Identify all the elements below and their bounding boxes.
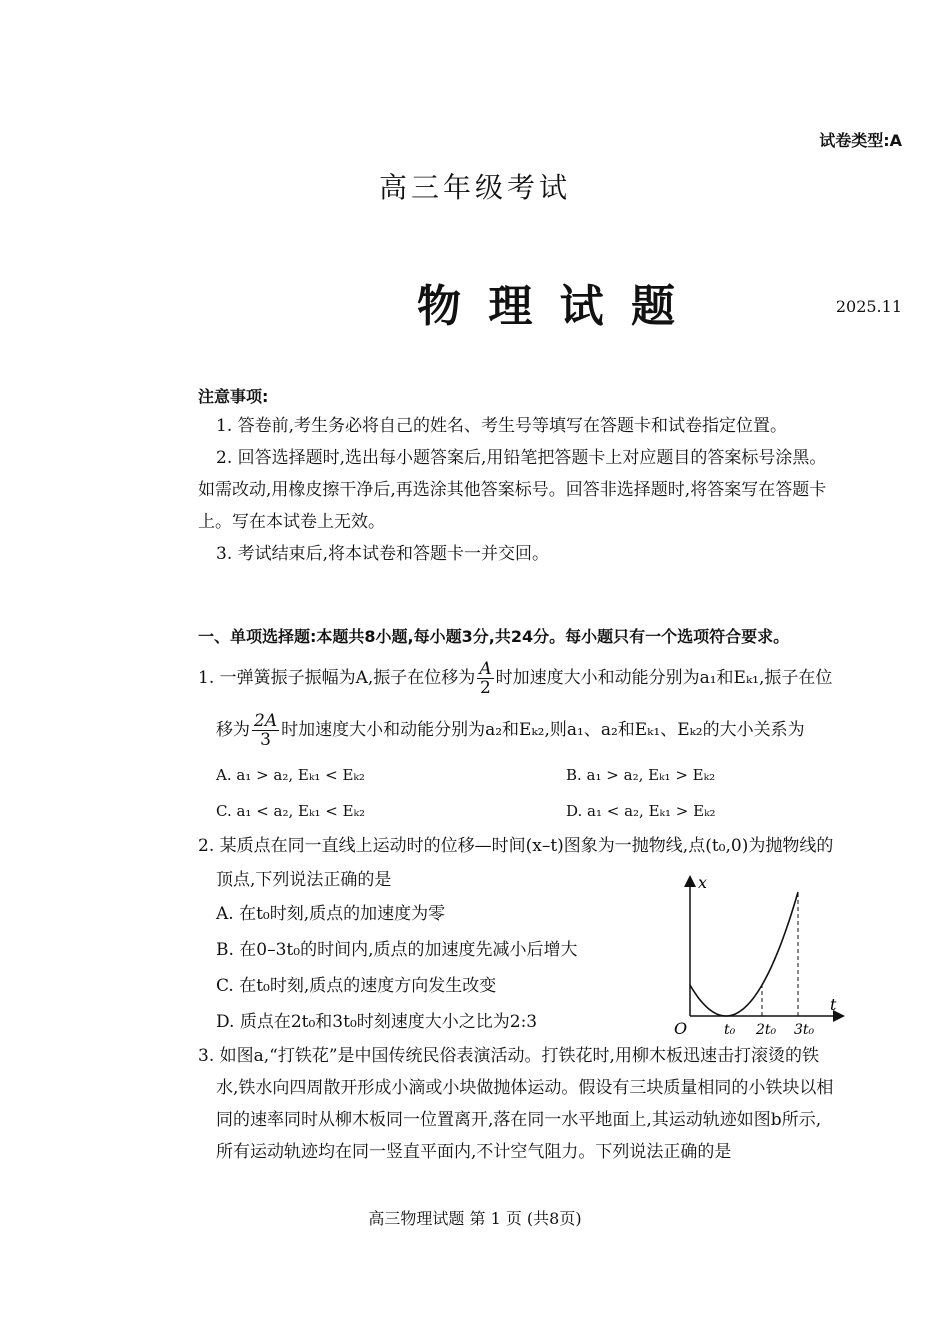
notice-item-2-cont: 如需改动,用橡皮擦干净后,再选涂其他答案标号。回答非选择题时,将答案写在答题卡 <box>198 480 827 500</box>
q1-fraction-2 <box>252 712 279 749</box>
q1-option-c: C. a₁ < a₂, Eₖ₁ < Eₖ₂ <box>216 802 366 820</box>
exam-date: 2025.11 <box>835 297 902 316</box>
parabola-curve <box>690 892 798 1016</box>
q2-line1: 2. 某质点在同一直线上运动时的位移—时间(x–t)图象为一抛物线,点(t₀,0)为抛物线的 <box>198 836 834 856</box>
q2-option-d: D. 质点在2t₀和3t₀时刻速度大小之比为2:3 <box>216 1012 538 1032</box>
q2-option-c: C. 在t₀时刻,质点的速度方向发生改变 <box>216 976 497 996</box>
q1-line1-pre: 1. 一弹簧振子振幅为A,振子在位移为 <box>198 668 476 688</box>
x-axis-label: t <box>830 995 837 1014</box>
q3-line3: 同的速率同时从柳木板同一位置离开,落在同一水平地面上,其运动轨迹如图b所示, <box>216 1110 822 1130</box>
exam-title: 高三年级考试 <box>378 171 571 204</box>
origin-label: O <box>674 1019 688 1038</box>
page-footer: 高三物理试题 第 1 页 (共8页) <box>368 1209 582 1228</box>
q1-option-a: A. a₁ > a₂, Eₖ₁ < Eₖ₂ <box>216 766 365 784</box>
q3-line1: 3. 如图a,“打铁花”是中国传统民俗表演活动。打铁花时,用柳木板迅速击打滚烫的铁 <box>198 1046 819 1066</box>
q1-frac2-num: 2A <box>254 711 278 731</box>
notice-item-2: 2. 回答选择题时,选出每小题答案后,用铅笔把答题卡上对应题目的答案标号涂黑。 <box>216 448 827 468</box>
subject-title: 物 理 试 题 <box>417 281 681 332</box>
q1-line2 <box>216 712 805 749</box>
xt-graph <box>660 870 850 1040</box>
q3-line2: 水,铁水向四周散开形成小滴或小块做抛体运动。假设有三块质量相同的小铁块以相 <box>216 1078 834 1098</box>
q1-frac2-den: 3 <box>260 730 271 750</box>
q1-frac1-num: A <box>479 659 492 679</box>
notice-item-2-end: 上。写在本试卷上无效。 <box>198 512 385 532</box>
q1-option-b: B. a₁ > a₂, Eₖ₁ > Eₖ₂ <box>566 766 716 784</box>
section-heading: 一、单项选择题:本题共8小题,每小题3分,共24分。每小题只有一个选项符合要求。 <box>198 627 790 646</box>
tick-label-2t0: 2t₀ <box>756 1022 777 1038</box>
tick-label-3t0: 3t₀ <box>794 1022 815 1038</box>
notice-item-3: 3. 考试结束后,将本试卷和答题卡一并交回。 <box>216 544 550 564</box>
q2-option-a: A. 在t₀时刻,质点的加速度为零 <box>216 904 446 924</box>
q1-line1 <box>198 660 832 697</box>
q2-option-b: B. 在0–3t₀的时间内,质点的加速度先减小后增大 <box>216 940 578 960</box>
q1-frac1-den: 2 <box>480 678 491 698</box>
q3-line4: 所有运动轨迹均在同一竖直平面内,不计空气阻力。下列说法正确的是 <box>216 1142 732 1162</box>
q2-line2: 顶点,下列说法正确的是 <box>216 870 392 890</box>
paper-type: 试卷类型:A <box>819 131 902 150</box>
q1-line1-post: 时加速度大小和动能分别为a₁和Eₖ₁,振子在位 <box>495 668 833 688</box>
y-axis-label: x <box>698 873 708 892</box>
q1-fraction-1 <box>477 660 493 697</box>
tick-label-t0: t₀ <box>724 1022 736 1038</box>
notice-item-1: 1. 答卷前,考生务必将自己的姓名、考生号等填写在答题卡和试卷指定位置。 <box>216 416 788 436</box>
q1-line2-post: 时加速度大小和动能分别为a₂和Eₖ₂,则a₁、a₂和Eₖ₁、Eₖ₂的大小关系为 <box>281 720 805 740</box>
notice-heading: 注意事项: <box>198 387 269 406</box>
q1-option-d: D. a₁ < a₂, Eₖ₁ > Eₖ₂ <box>566 802 716 820</box>
q1-line2-pre: 移为 <box>216 720 250 740</box>
